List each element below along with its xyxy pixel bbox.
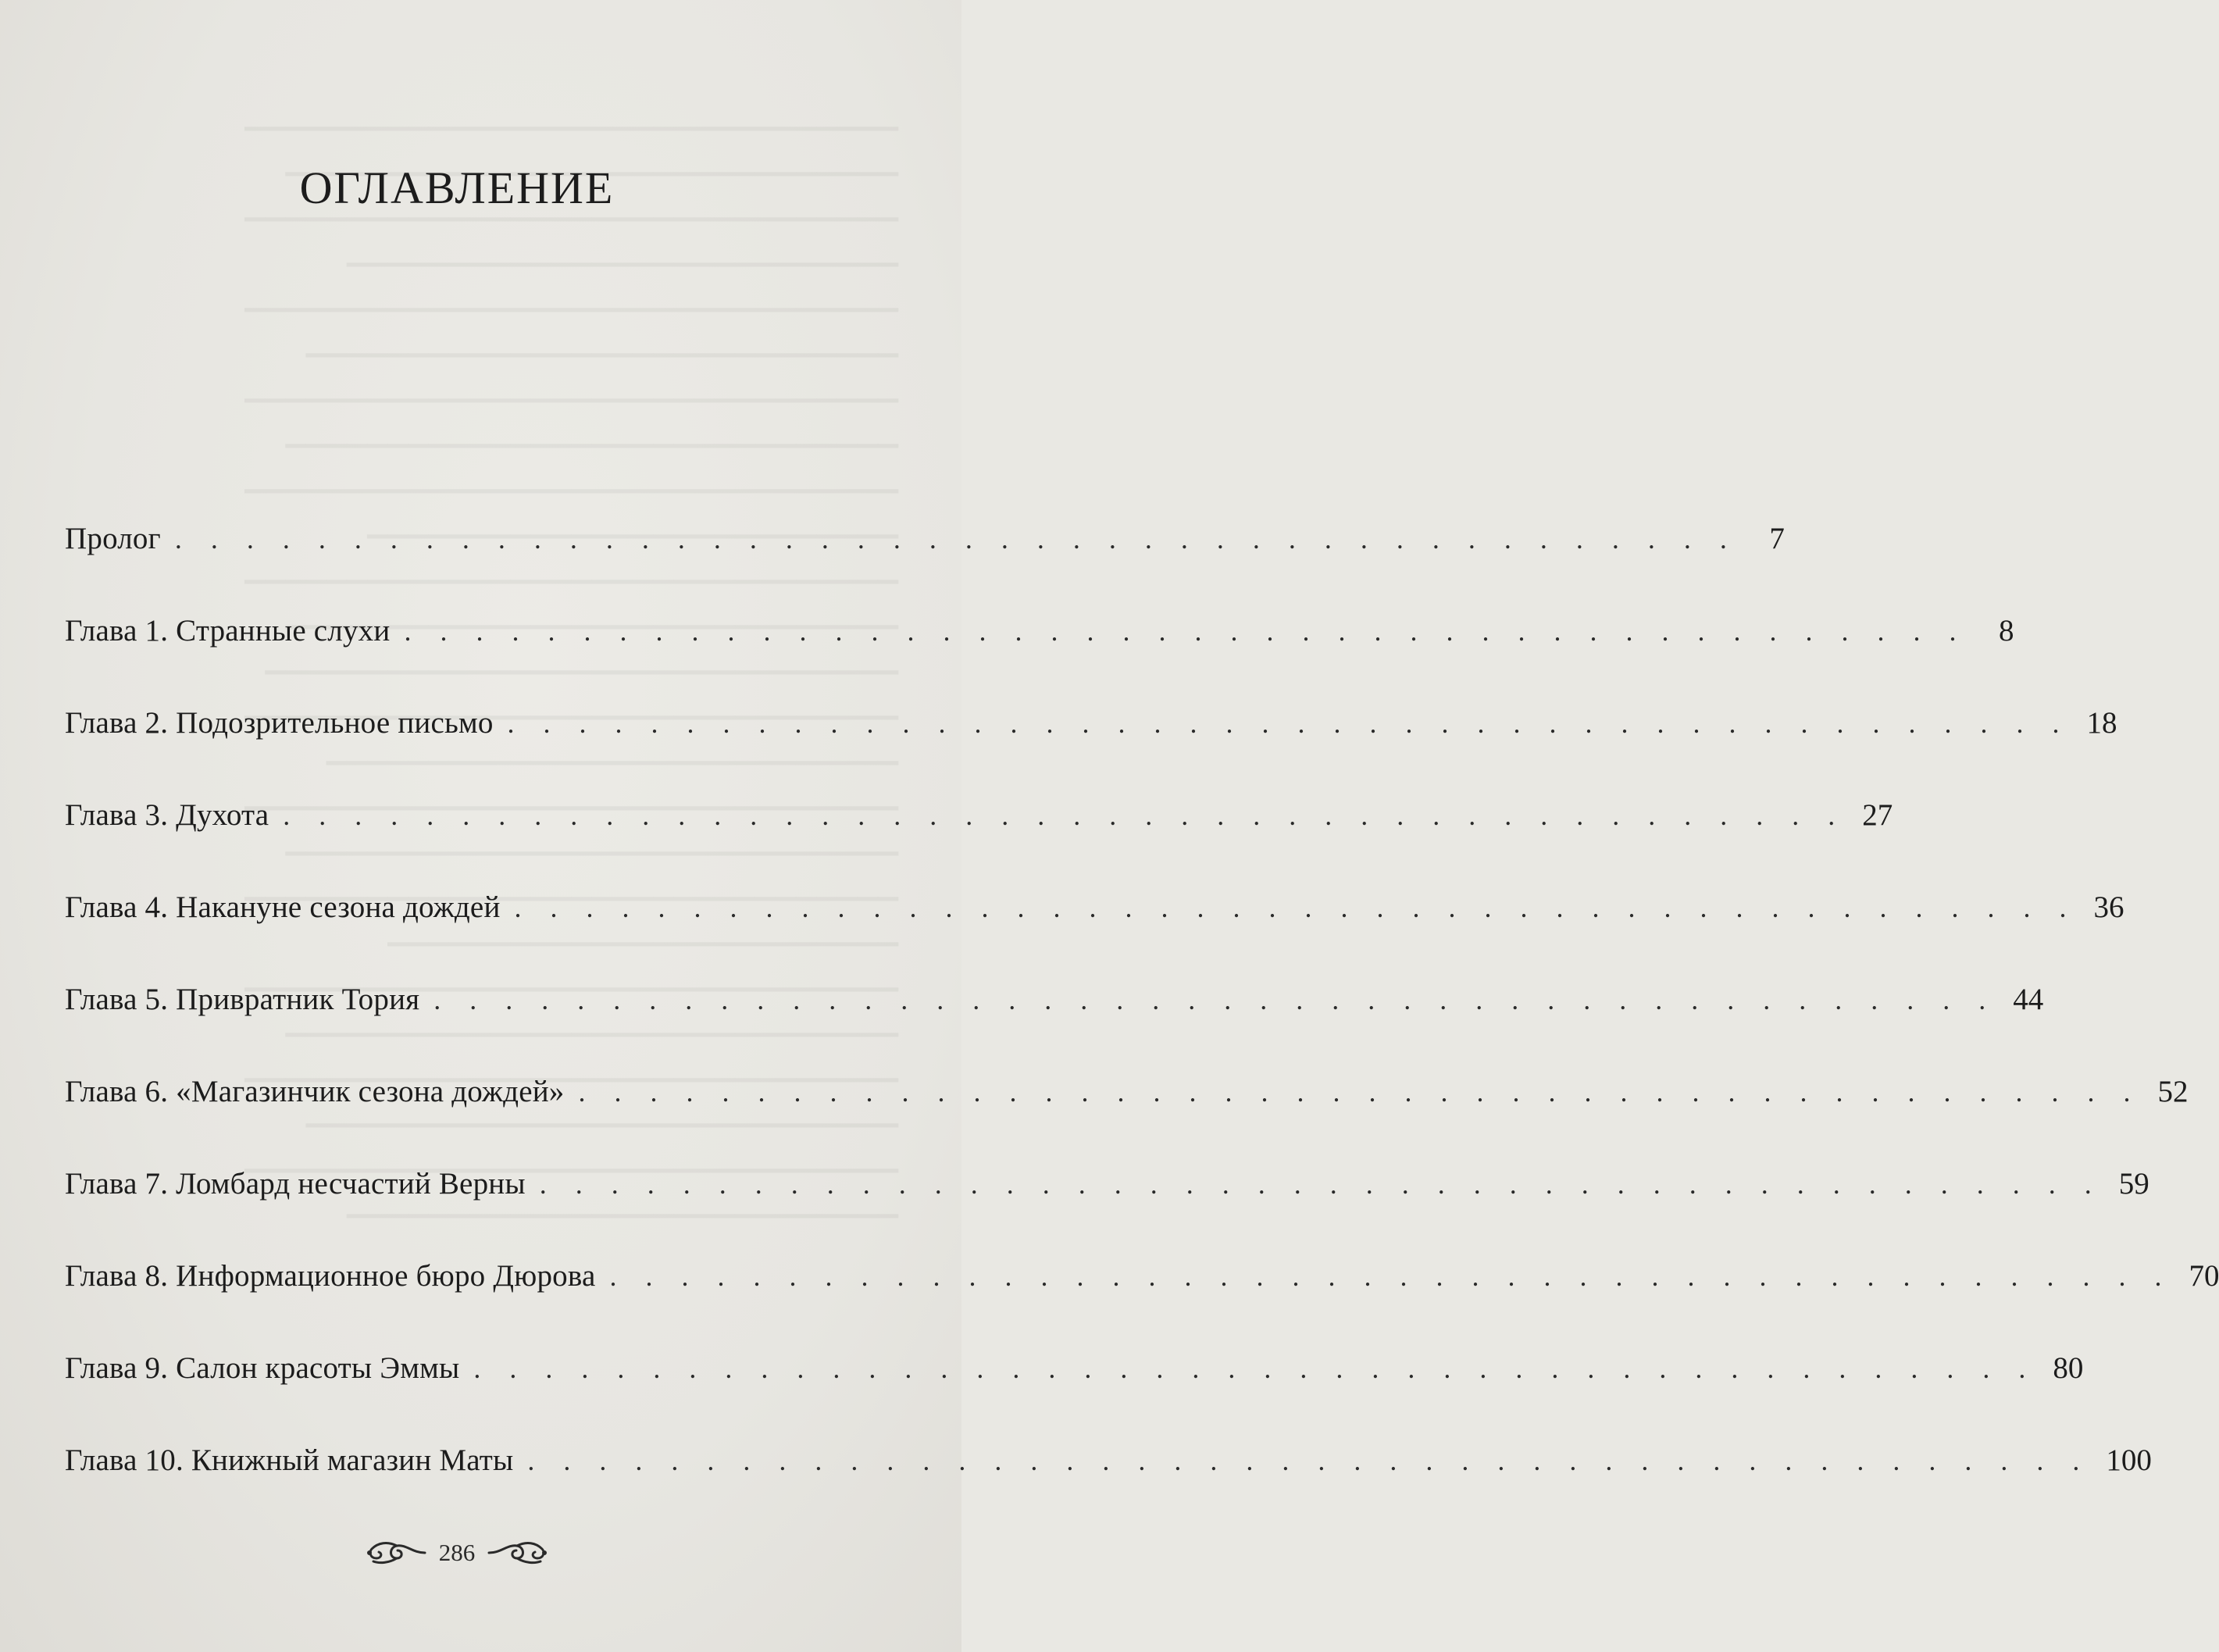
toc-entry-label: Глава 1. Странные слухи <box>65 614 391 648</box>
toc-entry-label: Пролог <box>65 522 161 555</box>
toc-entry[interactable] <box>65 1345 2084 1392</box>
toc-entry-label: Глава 3. Духота <box>65 798 269 832</box>
toc-entry-page: 8 <box>1998 614 2014 648</box>
toc-leader-dots: . . . . . . . . . . . . . . . . . . . . . . . . . . . . . . . . . . . . . . . . . . . . <box>527 1445 2091 1476</box>
toc-entry[interactable] <box>65 884 2124 931</box>
toc-entry-page: 100 <box>2106 1443 2152 1477</box>
toc-entry-label: Глава 4. Накануне сезона дождей <box>65 890 501 924</box>
toc-entry[interactable] <box>65 1161 2149 1208</box>
toc-entry-label: Глава 9. Салон красоты Эммы <box>65 1351 460 1385</box>
page-footer <box>0 1539 914 1567</box>
toc-entry[interactable] <box>65 1069 2189 1115</box>
left-flourish-icon <box>366 1540 426 1566</box>
page-title: ОГЛАВЛЕНИЕ <box>299 162 615 213</box>
toc-entry-label: Глава 10. Книжный магазин Маты <box>65 1443 514 1477</box>
toc-entry-label: Глава 5. Привратник Тория <box>65 983 420 1016</box>
toc-leader-dots: . . . . . . . . . . . . . . . . . . . . . . . . . . . . . . . . . . . . . . . . . . . . <box>473 1353 2037 1384</box>
toc-entry[interactable] <box>65 516 1785 562</box>
toc-entry-page: 80 <box>2053 1351 2084 1385</box>
toc-entry-page: 44 <box>2013 983 2044 1016</box>
page-number: 286 <box>438 1539 476 1566</box>
toc-entry-page: 59 <box>2118 1167 2149 1201</box>
toc-entry-label: Глава 7. Ломбард несчастий Верны <box>65 1167 526 1201</box>
toc-entry-label: Глава 8. Информационное бюро Дюрова <box>65 1259 596 1293</box>
toc-entry-page: 27 <box>1862 798 1893 832</box>
toc-entry[interactable] <box>65 1437 2152 1484</box>
toc-leader-dots: . . . . . . . . . . . . . . . . . . . . . . . . . . . . . . . . . . . . . . . . . . . . <box>578 1076 2142 1108</box>
toc-entry[interactable] <box>65 1253 2219 1300</box>
toc-leader-dots: . . . . . . . . . . . . . . . . . . . . . . . . . . . . . . . . . . . . . . . . . . . . <box>404 615 1967 647</box>
toc-entry[interactable] <box>65 700 2117 747</box>
toc-entry-page: 36 <box>2093 890 2124 924</box>
toc-entry-label: Глава 2. Подозрительное письмо <box>65 706 494 740</box>
toc-entry[interactable] <box>65 976 2044 1023</box>
toc-leader-dots: . . . . . . . . . . . . . . . . . . . . . . . . . . . . . . . . . . . . . . . . . . . . <box>433 984 1997 1015</box>
right-flourish-icon <box>487 1540 548 1566</box>
toc-entry-label: Глава 6. «Магазинчик сезона дождей» <box>65 1075 565 1108</box>
toc-entry-page: 52 <box>2157 1075 2189 1108</box>
toc-leader-dots: . . . . . . . . . . . . . . . . . . . . . . . . . . . . . . . . . . . . . . . . . . . . <box>539 1169 2103 1200</box>
toc-entry-page: 70 <box>2189 1259 2219 1293</box>
toc-entry-page: 7 <box>1769 522 1785 555</box>
toc-entry-page: 18 <box>2086 706 2117 740</box>
toc-leader-dots: . . . . . . . . . . . . . . . . . . . . . . . . . . . . . . . . . . . . . . . . . . . . <box>609 1261 2173 1292</box>
toc-leader-dots: . . . . . . . . . . . . . . . . . . . . . . . . . . . . . . . . . . . . . . . . . . . . <box>174 523 1738 555</box>
toc-leader-dots: . . . . . . . . . . . . . . . . . . . . . . . . . . . . . . . . . . . . . . . . . . . . <box>507 708 2071 739</box>
toc-leader-dots: . . . . . . . . . . . . . . . . . . . . . . . . . . . . . . . . . . . . . . . . . . . . <box>283 800 1846 831</box>
toc-leader-dots: . . . . . . . . . . . . . . . . . . . . . . . . . . . . . . . . . . . . . . . . . . . . <box>514 892 2078 923</box>
toc-entry[interactable] <box>65 792 1893 839</box>
toc-entry[interactable] <box>65 608 2014 655</box>
